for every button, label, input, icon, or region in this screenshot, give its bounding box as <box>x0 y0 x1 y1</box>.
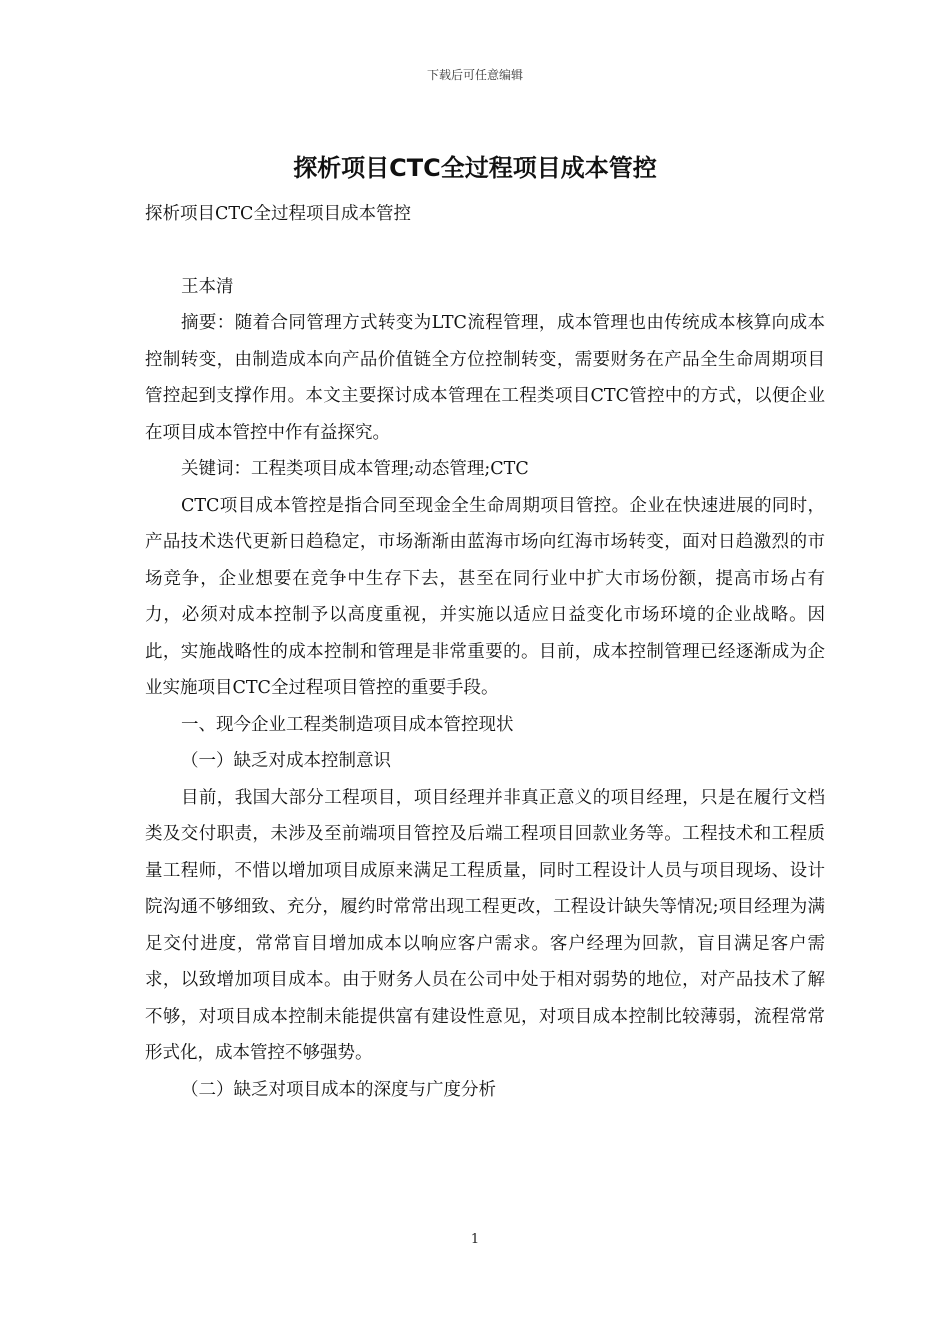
document-subtitle: 探析项目CTC全过程项目成本管控 <box>145 204 411 224</box>
section-1-heading: 一、现今企业工程类制造项目成本管控现状 <box>181 714 514 735</box>
document-body <box>145 196 825 1108</box>
header-note: 下载后可任意编辑 <box>426 68 523 82</box>
intro-paragraph: CTC项目成本管控是指合同至现金全生命周期项目管控。企业在快速进展的同时，产品技术迭代更新日趋稳定，市场渐渐由蓝海市场向红海市场转变，面对日趋激烈的市场竞争，企业想要在竞争中生存下去，甚至在同行业中扩大市场份额，提高市场占有力，必须对成本控制予以高度重视，并实施以适应日益变化市场环境的企业战略。因此，实施战略性的成本控制和管理是非常重要的。目前，成本控制管理已经逐渐成为企业实施项目CTC全过程项目管控的重要手段。 <box>145 495 825 698</box>
author-name: 王本清 <box>181 276 234 297</box>
document-title: 探析项目CTC全过程项目成本管控 <box>293 154 657 182</box>
subsection-2-heading: （二）缺乏对项目成本的深度与广度分析 <box>181 1079 496 1100</box>
abstract-paragraph: 摘要：随着合同管理方式转变为LTC流程管理，成本管理也由传统成本核算向成本控制转变，由制造成本向产品价值链全方位控制转变，需要财务在产品全生命周期项目管控起到支撑作用。本文主要探讨成本管理在工程类项目CTC管控中的方式，以便企业在项目成本管控中作有益探究。 <box>145 313 825 443</box>
subsection-1-paragraph: 目前，我国大部分工程项目，项目经理并非真正意义的项目经理，只是在履行文档类及交付职责，未涉及至前端项目管控及后端工程项目回款业务等。工程技术和工程质量工程师，不惜以增加项目成原来满足工程质量，同时工程设计人员与项目现场、设计院沟通不够细致、充分，履约时常常出现工程更改，工程设计缺失等情况;项目经理为满足交付进度，常常盲目增加成本以响应客户需求。客户经理为回款，盲目满足客户需求，以致增加项目成本。由于财务人员在公司中处于相对弱势的地位，对产品技术了解不够，对项目成本控制未能提供富有建设性意见，对项目成本控制比较薄弱，流程常常形式化，成本管控不够强势。 <box>145 787 825 1063</box>
page-number: 1 <box>470 1232 480 1247</box>
subsection-1-heading: （一）缺乏对成本控制意识 <box>181 751 391 771</box>
keywords-line: 关键词：工程类项目成本管理;动态管理;CTC <box>181 459 529 479</box>
